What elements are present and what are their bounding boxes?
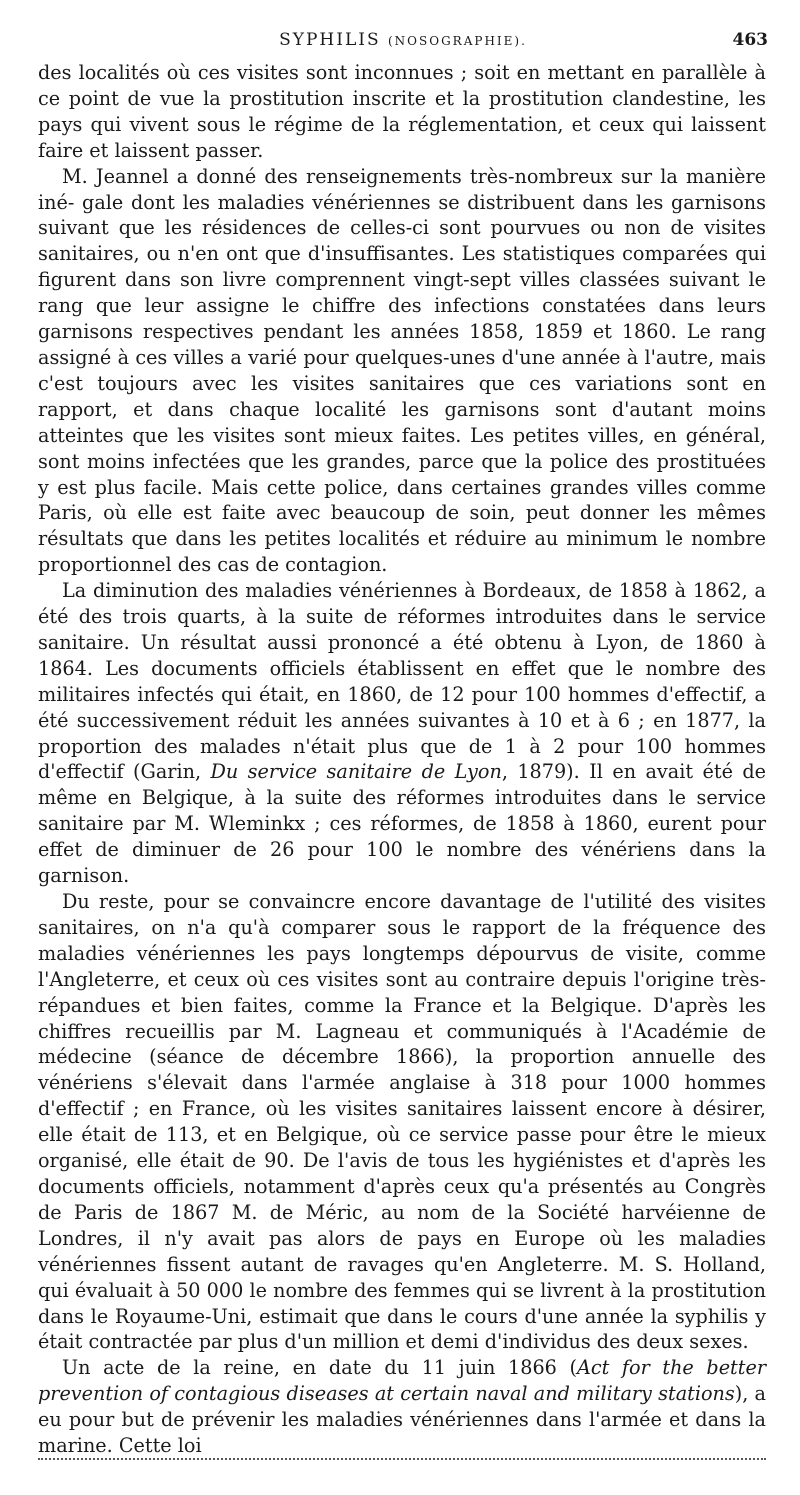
- paragraph-bordeaux-lyon: [38, 578, 766, 889]
- running-title: [38, 30, 768, 50]
- running-title-sub: (NOSOGRAPHIE).: [388, 34, 527, 48]
- page-number: 463: [732, 30, 768, 50]
- paragraph-text: Un acte de la reine, en date du 11 juin 1866 (: [62, 1356, 577, 1380]
- page-header: [38, 30, 768, 56]
- citation-title: Du service sanitaire de Lyon: [210, 760, 502, 784]
- paragraph-text: La diminution des maladies vénériennes à Bordeaux, de 1858 à 1862, a été des trois quarts, à la suite de réformes introduites dans le service sanitaire. Un résultat aussi prononcé a été obtenu à Lyon, de 1860 à 1864. Les documents officiels établissent en effet que le nombre des militaires infectés qui était, en 1860, de 12 pour 100 hommes d'effectif, a été successivement réduit les années suivantes à 10 et à 6 ; en 1877, la proportion des malades n'était plus que de 1 à 2 pour 100 hommes d'effectif (Garin,: [38, 579, 766, 784]
- paragraph-continuation: des localités où ces visites sont inconnues ; soit en mettant en parallèle à ce point de vue la prostitution inscrite et la prostitution clandestine, les pays qui vivent sous le régime de la réglementation, et ceux qui laissent faire et laissent passer.: [38, 61, 766, 162]
- act-title: Act for the better prevention of contagious diseases at certain naval and military stations: [38, 1356, 766, 1406]
- paragraph-act: [38, 1355, 766, 1459]
- text-body: [38, 60, 766, 1459]
- paragraph-comparison: Du reste, pour se convaincre encore davantage de l'utilité des visites sanitaires, on n'a qu'à comparer sous le rapport de la fréquence des maladies vénériennes les pays longtemps dépourvus de visite, comme l'Angleterre, et ceux où ces visites sont au contraire depuis l'origine très-répandues et bien faites, comme la France et la Belgique. D'après les chiffres recueillis par M. Lagneau et communiqués à l'Académie de médecine (séance de décembre 1866), la proportion annuelle des vénériens s'élevait dans l'armée anglaise à 318 pour 1000 hommes d'effectif ; en France, où les visites sanitaires laissent encore à désirer, elle était de 113, et en Belgique, où ce service passe pour être le mieux organisé, elle était de 90. De l'avis de tous les hygiénistes et d'après les documents officiels, notamment d'après ceux qu'a présentés au Congrès de Paris de 1867 M. de Méric, au nom de la Société harvéienne de Londres, il n'y avait pas alors de pays en Europe où les maladies vénériennes fissent autant de ravages qu'en Angleterre. M. S. Holland, qui évaluait à 50 000 le nombre des femmes qui se livrent à la prostitution dans le Royaume-Uni, estimait que dans le cours d'une année la syphilis y était contractée par plus d'un million et demi d'individus des deux sexes.: [38, 890, 766, 1354]
- paragraph-text: , 1879). Il en avait été de même en Belgique, à la suite des réformes introduites dans le service sanitaire par M. Wleminkx ; ces réformes, de 1858 à 1860, eurent pour effet de diminuer de 26 pour 100 le nombre des vénériens dans la garnison.: [38, 760, 766, 888]
- paragraph-text: ), a eu pour but de prévenir les maladies vénériennes dans l'armée et dans la marine. Cette loi: [38, 1382, 766, 1458]
- dotted-rule: [38, 1458, 766, 1460]
- paragraph-jeannel: M. Jeannel a donné des renseignements très-nombreux sur la manière iné- gale dont les maladies vénériennes se distribuent dans les garnisons suivant que les résidences de celles-ci sont pourvues ou non de visites sanitaires, ou n'en ont que d'insuffisantes. Les statistiques comparées qui figurent dans son livre comprennent vingt-sept villes classées suivant le rang que leur assigne le chiffre des infections constatées dans leurs garnisons respectives pendant les années 1858, 1859 et 1860. Le rang assigné à ces villes a varié pour quelques-unes d'une année à l'autre, mais c'est toujours avec les visites sanitaires que ces variations sont en rapport, et dans chaque localité les garnisons sont d'autant moins atteintes que les visites sont mieux faites. Les petites villes, en général, sont moins infectées que les grandes, parce que la police des prostituées y est plus facile. Mais cette police, dans certaines grandes villes comme Paris, où elle est faite avec beaucoup de soin, peut donner les mêmes résultats que dans les petites localités et réduire au minimum le nombre proportionnel des cas de contagion.: [38, 164, 766, 577]
- running-title-main: SYPHILIS: [279, 30, 381, 50]
